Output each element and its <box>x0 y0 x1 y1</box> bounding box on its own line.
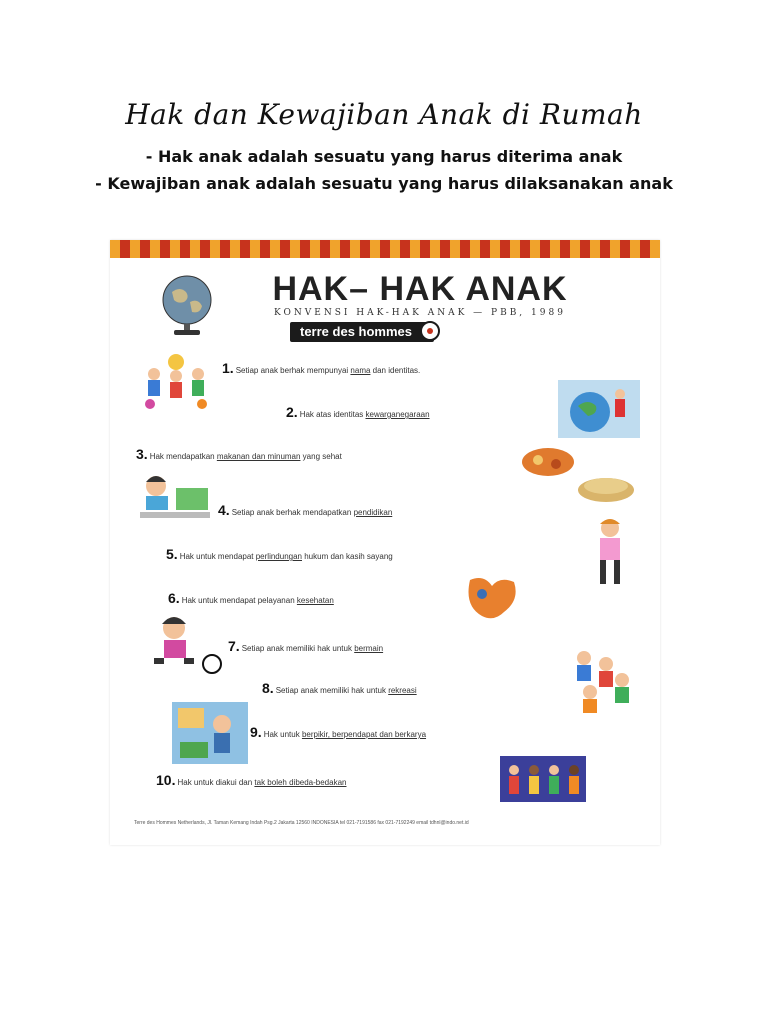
poster-subtitle: KONVENSI HAK-HAK ANAK — PBB, 1989 <box>274 308 566 318</box>
child-running-icon <box>580 516 644 592</box>
list-item: 9. Hak untuk berpikir, berpendapat dan berkarya <box>250 724 427 740</box>
list-item: 10. Hak untuk diakui dan tak boleh dibeda-bedakan <box>156 772 347 788</box>
globe-child-icon <box>558 380 640 438</box>
decorative-band <box>110 240 660 258</box>
child-reading-icon <box>132 472 222 520</box>
definition-hak: - Hak anak adalah sesuatu yang harus diterima anak <box>145 147 623 166</box>
rights-poster <box>110 240 660 845</box>
recreation-group-icon <box>566 640 638 718</box>
globe-icon <box>154 272 220 338</box>
poster-footer: Terre des Hommes Netherlands, Jl. Taman Kemang Indah Psg.2 Jakarta 12560 INDONESIA tel 021-7191586 fax 021-7192249 email tdhnl@indo.net.id <box>134 820 469 826</box>
list-item: 3. Hak mendapatkan makanan dan minuman yang sehat <box>136 446 342 462</box>
list-item: 1. Setiap anak berhak mempunyai nama dan identitas. <box>222 360 421 376</box>
poster-title: HAK– HAK ANAK <box>272 270 568 308</box>
diverse-children-icon <box>500 756 586 802</box>
food-icon <box>508 440 638 506</box>
children-creating-icon <box>172 702 248 764</box>
document-title: Hak dan Kewajiban Anak di Rumah <box>125 98 643 131</box>
definition-kewajiban: - Kewajiban anak adalah sesuatu yang harus dilaksanakan anak <box>95 174 673 193</box>
list-item: 5. Hak untuk mendapat perlindungan hukum dan kasih sayang <box>166 546 393 562</box>
brand-text: terre des hommes <box>300 324 412 339</box>
list-item: 7. Setiap anak memiliki hak untuk bermain <box>228 638 384 654</box>
list-item: 2. Hak atas identitas kewarganegaraan <box>286 404 430 420</box>
list-item: 4. Setiap anak berhak mendapatkan pendidikan <box>218 502 393 518</box>
child-playing-ball-icon <box>140 612 224 676</box>
brand-logo-icon <box>420 321 440 341</box>
list-item: 8. Setiap anak memiliki hak untuk rekreasi <box>262 680 417 696</box>
children-playing-icon <box>136 352 218 412</box>
health-care-icon <box>460 572 524 626</box>
brand-label <box>290 322 434 342</box>
list-item: 6. Hak untuk mendapat pelayanan kesehatan <box>168 590 334 606</box>
